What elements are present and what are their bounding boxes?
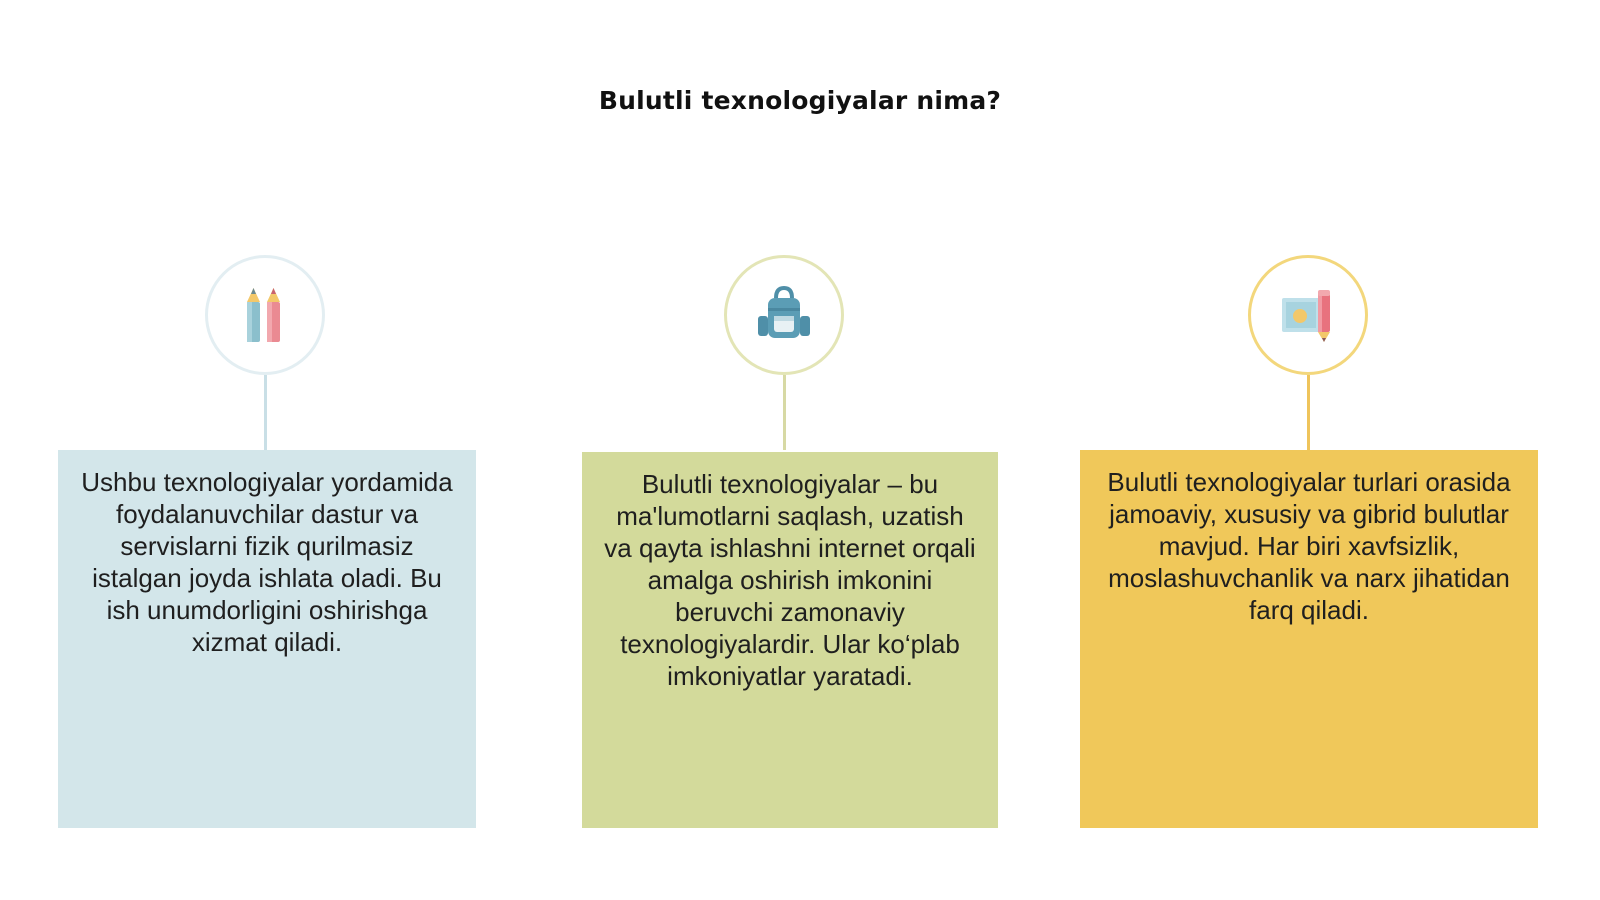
backpack-icon-circle bbox=[724, 255, 844, 375]
backpack-icon bbox=[754, 286, 814, 344]
card-text: Bulutli texnologiyalar turlari orasida jamoaviy, xususiy va gibrid bulutlar mavjud. Har biri xavfsizlik, moslashuvchanlik va narx jihatidan farq qiladi. bbox=[1107, 467, 1511, 625]
card-text: Ushbu texnologiyalar yordamida foydalanuvchilar dastur va servislarni fizik qurilmasiz istalgan joyda ishlata oladi. Bu ish unumdorligini oshirishga xizmat qiladi. bbox=[81, 467, 453, 657]
card-text: Bulutli texnologiyalar – bu ma'lumotlarni saqlash, uzatish va qayta ishlashni internet orqali amalga oshirish imkonini beruvchi zamonaviy texnologiyalardir. Ular ko‘plab imkoniyatlar yaratadi. bbox=[604, 469, 976, 691]
pencils-icon-circle bbox=[205, 255, 325, 375]
connector-line bbox=[1307, 375, 1310, 450]
drawing-pencil-icon bbox=[1278, 286, 1338, 344]
pencils-icon bbox=[239, 284, 291, 346]
connector-line bbox=[783, 375, 786, 450]
info-card-3 bbox=[1080, 450, 1538, 828]
info-card-1 bbox=[58, 450, 476, 828]
info-card-2 bbox=[582, 452, 998, 828]
drawing-pencil-icon-circle bbox=[1248, 255, 1368, 375]
connector-line bbox=[264, 375, 267, 450]
slide-title: Bulutli texnologiyalar nima? bbox=[598, 86, 1002, 115]
